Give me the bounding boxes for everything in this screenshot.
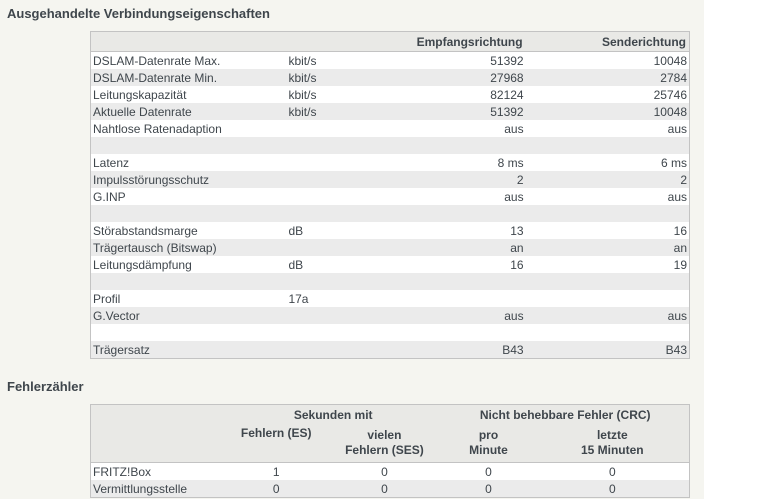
row-unit [286,137,409,154]
row-label: Nahtlose Ratenadaption [93,121,222,136]
row-last-15-value: 0 [536,480,690,498]
table-row [91,256,690,273]
row-tx-value: 6 ms [660,155,687,170]
row-ses-value: 0 [327,480,441,498]
header-es [225,424,327,463]
row-unit: kbit/s [288,87,317,102]
row-per-minute-value: 0 [485,464,492,479]
row-unit [286,154,409,171]
row-tx-value [526,273,690,290]
row-unit [286,239,409,256]
table-row [91,341,690,359]
header-ses [327,424,441,463]
row-rx-value: aus [504,189,524,204]
header-last-15-line1: letzte [596,428,628,442]
row-label [91,273,287,290]
row-label: Trägertausch (Bitswap) [91,239,287,256]
row-tx-value: 25746 [653,87,687,102]
header-empty [91,405,226,425]
row-tx-value: aus [667,121,687,136]
table-row [91,103,690,120]
error-counter-title: Fehlerzähler [7,379,84,394]
row-label: FRITZ!Box [93,464,152,479]
header-ses-line1: vielen [367,428,402,442]
header-crc-errors: Nicht behebbare Fehler (CRC) [441,405,689,425]
header-per-minute-line2: Minute [469,443,508,457]
row-rx-value: aus [410,307,526,324]
table-row [91,463,690,481]
row-label: Leitungskapazität [93,87,187,102]
row-label [91,324,287,341]
table-row [91,69,690,86]
header-per-minute [441,424,535,463]
table-row [91,120,690,137]
table-header-row [91,405,690,425]
row-unit: dB [288,257,304,272]
row-label [91,205,287,222]
row-rx-value: 13 [510,223,524,238]
row-rx-value: aus [504,121,524,136]
row-label: Leitungsdämpfung [93,257,192,272]
row-tx-value: 10048 [653,53,687,68]
row-unit: kbit/s [286,69,409,86]
row-label: DSLAM-Datenrate Min. [91,69,287,86]
row-rx-value: B43 [410,341,526,359]
row-unit [286,171,409,188]
table-row [91,480,690,498]
row-tx-value: aus [526,307,690,324]
row-tx-value [526,324,690,341]
table-row [91,154,690,171]
row-rx-value: 27968 [410,69,526,86]
header-per-minute-line1: pro [478,428,499,442]
table-header-row [91,424,690,463]
header-seconds-with: Sekunden mit [225,405,441,425]
table-row [91,137,690,154]
table-header-row [91,32,690,52]
table-row [91,273,690,290]
table-row [91,188,690,205]
table-row [91,52,690,70]
row-label: DSLAM-Datenrate Max. [93,53,221,68]
table-row [91,290,690,307]
row-rx-value [410,137,526,154]
row-es-value: 0 [225,480,327,498]
row-unit [286,341,409,359]
row-unit [286,120,409,137]
row-rx-value [410,273,526,290]
row-rx-value: 8 ms [497,155,524,170]
row-rx-value: 51392 [410,103,526,120]
table-row [91,222,690,239]
row-label: Trägersatz [91,341,287,359]
row-unit: kbit/s [286,103,409,120]
error-counter-table [90,404,690,498]
table-row [91,86,690,103]
row-label: Impulsstörungsschutz [91,171,287,188]
row-tx-value [526,290,690,307]
table-row [91,324,690,341]
row-tx-value [526,205,690,222]
connection-section-title: Ausgehandelte Verbindungseigenschaften [7,6,270,21]
header-ses-line2: Fehlern (SES) [345,443,424,457]
row-label: G.Vector [91,307,287,324]
row-tx-value: 2784 [526,69,690,86]
row-unit: kbit/s [288,53,317,68]
row-unit [286,307,409,324]
row-label: Vermittlungsstelle [91,480,226,498]
row-rx-value: 2 [410,171,526,188]
header-empty [91,32,287,52]
row-label: Latenz [93,155,130,170]
row-rx-value [410,290,526,307]
row-tx-value: B43 [526,341,690,359]
row-unit [286,188,409,205]
connection-properties-table [90,31,690,359]
row-tx-value: aus [667,189,687,204]
header-empty [286,32,409,52]
table-row [91,307,690,324]
row-es-value: 1 [272,464,280,479]
header-last-15 [536,424,690,463]
row-rx-value: 16 [510,257,524,272]
row-label: Aktuelle Datenrate [91,103,287,120]
row-rx-value [410,205,526,222]
row-rx-value: an [410,239,526,256]
header-tx: Senderichtung [526,32,690,52]
table-row [91,239,690,256]
row-tx-value [526,137,690,154]
row-last-15-value: 0 [608,464,616,479]
row-unit: 17a [288,291,309,306]
header-empty [91,424,226,463]
row-tx-value: an [526,239,690,256]
row-unit [286,273,409,290]
row-label [91,137,287,154]
row-per-minute-value: 0 [441,480,535,498]
row-unit [286,324,409,341]
table-row [91,171,690,188]
header-last-15-line2: 15 Minuten [580,443,644,457]
row-unit [286,205,409,222]
row-label: G.INP [93,189,126,204]
row-rx-value: 51392 [490,53,524,68]
row-tx-value: 19 [673,257,687,272]
row-unit: dB [288,223,304,238]
row-label: Störabstandsmarge [93,223,198,238]
header-rx: Empfangsrichtung [410,32,526,52]
row-rx-value: 82124 [490,87,524,102]
row-rx-value [410,324,526,341]
row-ses-value: 0 [381,464,388,479]
table-row [91,205,690,222]
header-es-label: Fehlern (ES) [240,426,312,440]
row-label: Profil [93,291,121,306]
row-tx-value: 16 [673,223,687,238]
row-tx-value: 2 [526,171,690,188]
row-tx-value: 10048 [526,103,690,120]
